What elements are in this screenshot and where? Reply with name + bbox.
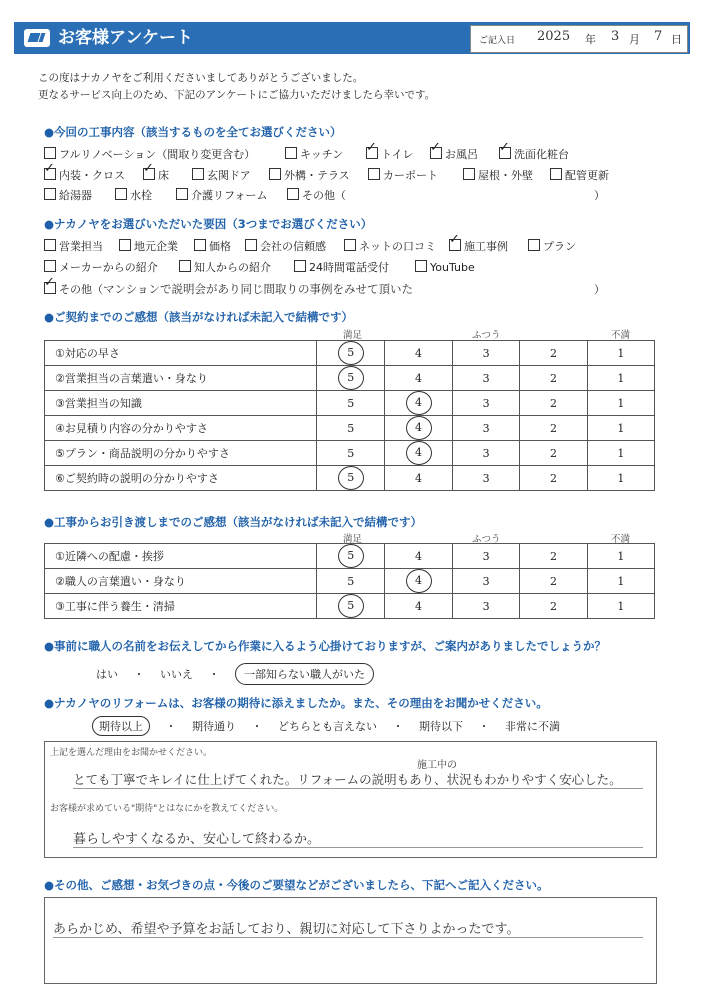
rating-option-3[interactable]: 3: [452, 594, 519, 619]
rating-option-1[interactable]: 1: [587, 341, 654, 366]
rating-option-2[interactable]: 2: [520, 416, 587, 441]
notice-option[interactable]: いいえ: [160, 668, 193, 681]
section-notice-title: ●事前に職人の名前をお伝えしてから作業に入るよう心掛けておりますが、ご案内がありましたでしょうか？: [44, 639, 607, 653]
reason-option-label: プラン: [543, 240, 576, 253]
rating-option-3[interactable]: 3: [452, 391, 519, 416]
rating-option-4[interactable]: 4: [385, 544, 453, 569]
reason-text: とても丁寧でキレイに仕上げてくれた。リフォームの説明もあり、状況もわかりやすく安心した。: [73, 770, 643, 789]
work-option-label: トイレ: [381, 148, 414, 161]
work-checkbox-checked[interactable]: [366, 147, 378, 159]
rating-option-4-selected[interactable]: 4: [385, 391, 453, 416]
reason-option-label: 知人からの紹介: [194, 261, 271, 274]
rating-option-2[interactable]: 2: [520, 569, 587, 594]
rating-row: [45, 341, 655, 366]
rating-item-label: ③営業担当の知識: [45, 391, 317, 416]
expectation-option[interactable]: どちらとも言えない: [278, 720, 377, 733]
rating-option-3[interactable]: 3: [452, 441, 519, 466]
work-option-label: 介護リフォーム: [191, 189, 268, 202]
rating-item-label: ②営業担当の言葉遣い・身なり: [45, 366, 317, 391]
rating-item-label: ①対応の早さ: [45, 341, 317, 366]
rating-option-2[interactable]: 2: [520, 544, 587, 569]
separator: ・: [165, 720, 177, 733]
reason-row-1: [44, 238, 585, 254]
work-other-close: ）: [594, 189, 605, 202]
intro-line-1: この度はナカノヤをご利用くださいましてありがとうございました。: [38, 72, 364, 84]
intro-line-2: 更なるサービス向上のため、下記のアンケートにご協力いただけましたら幸いです。: [38, 89, 436, 101]
reason-option-label: 地元企業: [134, 240, 178, 253]
rating-option-3[interactable]: 3: [452, 466, 519, 491]
rating-row: [45, 569, 655, 594]
rating-option-1[interactable]: 1: [587, 416, 654, 441]
rating-row: [45, 466, 655, 491]
rating-option-3[interactable]: 3: [452, 366, 519, 391]
rating-option-2[interactable]: 2: [520, 391, 587, 416]
rating-option-1[interactable]: 1: [587, 569, 654, 594]
expectation-reason-box[interactable]: [44, 741, 657, 858]
work-option-label: キッチン: [300, 148, 344, 161]
rating-item-label: ⑥ご契約時の説明の分かりやすさ: [45, 466, 317, 491]
rating-option-1[interactable]: 1: [587, 466, 654, 491]
rating-item-label: ①近隣への配慮・挨拶: [45, 544, 317, 569]
rating-row: [45, 544, 655, 569]
reason-checkbox[interactable]: [119, 239, 131, 251]
date-day: 7: [654, 29, 663, 44]
reason-checkbox[interactable]: [245, 239, 257, 251]
rating-option-1[interactable]: 1: [587, 594, 654, 619]
construction-rating-table: [44, 543, 655, 619]
rating-row: [45, 366, 655, 391]
rating-option-2[interactable]: 2: [520, 341, 587, 366]
reason-checkbox[interactable]: [44, 260, 56, 272]
rating-option-4[interactable]: 4: [385, 341, 453, 366]
date-field[interactable]: [470, 25, 688, 53]
work-option-label: その他（: [302, 189, 346, 202]
reason-option-label: メーカーからの紹介: [59, 261, 158, 274]
section-expectation-title: ●ナカノヤのリフォームは、お客様の期待に添えましたか。また、その理由をお聞かせください。: [44, 696, 548, 710]
scale-low-label: 不満: [611, 534, 631, 545]
work-checkbox-checked[interactable]: [430, 147, 442, 159]
reason-other-label: その他（: [59, 283, 103, 296]
date-year: 2025: [537, 29, 571, 44]
rating-option-5-selected[interactable]: 5: [317, 594, 385, 619]
separator: ・: [208, 668, 220, 681]
rating-option-4[interactable]: 4: [385, 594, 453, 619]
work-row-2: [44, 167, 618, 183]
work-checkbox-checked[interactable]: [44, 168, 56, 180]
work-option-label: 床: [158, 169, 169, 182]
scale-mid-label: ふつう: [472, 534, 501, 545]
reason-option-label: 営業担当: [59, 240, 103, 253]
rating-option-2[interactable]: 2: [520, 594, 587, 619]
reason-checkbox[interactable]: [528, 239, 540, 251]
expectation-option[interactable]: 期待通り: [192, 720, 236, 733]
reason-checkbox[interactable]: [44, 239, 56, 251]
work-option-label: 外構・テラス: [284, 169, 350, 182]
month-unit: 月: [629, 33, 640, 46]
rating-row: [45, 416, 655, 441]
separator: ・: [133, 668, 145, 681]
expectation-text: 暮らしやすくなるか、安心して終わるか。: [73, 828, 643, 848]
reason-checkbox[interactable]: [294, 260, 306, 272]
rating-item-label: ②職人の言葉遣い・身なり: [45, 569, 317, 594]
scale-high-label: 満足: [343, 534, 363, 545]
separator: ・: [251, 720, 263, 733]
work-option-label: 配管更新: [565, 169, 609, 182]
rating-option-5[interactable]: 5: [317, 441, 385, 466]
day-unit: 日: [671, 33, 682, 46]
rating-option-5[interactable]: 5: [317, 391, 385, 416]
rating-option-1[interactable]: 1: [587, 544, 654, 569]
reason-row-3: [44, 281, 604, 297]
work-option-label: 洗面化粧台: [514, 148, 569, 161]
expectation-options: [92, 716, 560, 736]
rating-option-2[interactable]: 2: [520, 441, 587, 466]
contract-rating-table: [44, 340, 655, 491]
scale-mid-label: ふつう: [472, 330, 501, 341]
comments-text: あらかじめ、希望や予算をお話しており、親切に対応して下さりよかったです。: [53, 918, 643, 938]
separator: ・: [392, 720, 404, 733]
comments-box[interactable]: [44, 897, 657, 984]
reason-checkbox[interactable]: [179, 260, 191, 272]
rating-option-5[interactable]: 5: [317, 416, 385, 441]
reason-option-label: 24時間電話受付: [309, 261, 389, 274]
rating-option-3[interactable]: 3: [452, 416, 519, 441]
form-title: お客様アンケート: [58, 28, 193, 48]
notice-option[interactable]: はい: [96, 668, 118, 681]
reason-option-label: ネットの口コミ: [359, 240, 436, 253]
rating-row: [45, 391, 655, 416]
rating-option-5-selected[interactable]: 5: [317, 466, 385, 491]
work-option-label: 内装・クロス: [59, 169, 125, 182]
work-checkbox[interactable]: [44, 188, 56, 200]
work-checkbox-checked[interactable]: [499, 147, 511, 159]
expectation-option[interactable]: 期待以下: [419, 720, 463, 733]
rating-option-5-selected[interactable]: 5: [317, 366, 385, 391]
rating-item-label: ④お見積り内容の分かりやすさ: [45, 416, 317, 441]
year-unit: 年: [585, 33, 596, 46]
rating-option-5[interactable]: 5: [317, 569, 385, 594]
work-checkbox[interactable]: [463, 168, 475, 180]
reason-other-close: ）: [594, 283, 605, 296]
work-option-label: 屋根・外壁: [478, 169, 533, 182]
work-checkbox-checked[interactable]: [143, 168, 155, 180]
rating-option-1[interactable]: 1: [587, 441, 654, 466]
work-checkbox[interactable]: [550, 168, 562, 180]
work-row-3: [44, 187, 604, 203]
reason-prompt: 上記を選んだ理由をお聞かせください。: [50, 748, 213, 758]
reason-option-label: 施工事例: [464, 240, 508, 253]
date-month: 3: [611, 29, 620, 44]
nakanoya-logo-icon: [24, 29, 50, 47]
work-checkbox[interactable]: [192, 168, 204, 180]
reason-option-label: 価格: [209, 240, 231, 253]
reason-option-label: YouTube: [430, 261, 475, 274]
expectation-prompt: お客様が求めている"期待"とはなにかを教えてください。: [50, 804, 284, 814]
section-reason-title: ●ナカノヤをお選びいただいた要因（3つまでお選びください）: [44, 217, 373, 231]
rating-option-4-selected[interactable]: 4: [385, 416, 453, 441]
reason-other-text[interactable]: マンションで説明会があり同じ間取りの事例をみせて頂いた: [103, 282, 413, 296]
rating-option-4[interactable]: 4: [385, 366, 453, 391]
reason-checkbox[interactable]: [344, 239, 356, 251]
work-checkbox[interactable]: [287, 188, 299, 200]
reason-insert-text: 施工中の: [417, 760, 457, 771]
rating-option-2[interactable]: 2: [520, 466, 587, 491]
reason-checkbox[interactable]: [415, 260, 427, 272]
expectation-option[interactable]: 非常に不満: [505, 720, 560, 733]
reason-option-label: 会社の信頼感: [260, 240, 326, 253]
work-checkbox[interactable]: [44, 147, 56, 159]
work-checkbox[interactable]: [368, 168, 380, 180]
rating-option-1[interactable]: 1: [587, 366, 654, 391]
work-checkbox[interactable]: [285, 147, 297, 159]
reason-checkbox-checked[interactable]: [44, 282, 56, 294]
notice-options: [96, 663, 374, 685]
form-header: [14, 22, 690, 54]
notice-option-selected[interactable]: 一部知らない職人がいた: [235, 663, 374, 685]
scale-low-label: 不満: [611, 330, 631, 341]
section-work-title: ●今回の工事内容（該当するものを全てお選びください）: [44, 125, 342, 139]
expectation-option-selected[interactable]: 期待以上: [92, 716, 150, 736]
reason-row-2: [44, 259, 484, 275]
scale-high-label: 満足: [343, 330, 363, 341]
work-option-label: 玄関ドア: [207, 169, 251, 182]
rating-option-4[interactable]: 4: [385, 466, 453, 491]
rating-item-label: ⑤プラン・商品説明の分かりやすさ: [45, 441, 317, 466]
work-option-label: お風呂: [445, 148, 478, 161]
rating-row: [45, 594, 655, 619]
date-label: ご記入日: [479, 36, 516, 46]
work-option-label: 給湯器: [59, 189, 92, 202]
work-checkbox[interactable]: [269, 168, 281, 180]
rating-item-label: ③工事に伴う養生・清掃: [45, 594, 317, 619]
section-construction-title: ●工事からお引き渡しまでのご感想（該当がなければ未記入で結構です）: [44, 515, 423, 529]
work-checkbox[interactable]: [115, 188, 127, 200]
section-comments-title: ●その他、ご感想・お気づきの点・今後のご要望などがございましたら、下記へご記入ください。: [44, 878, 549, 892]
rating-option-4-selected[interactable]: 4: [385, 441, 453, 466]
rating-option-2[interactable]: 2: [520, 366, 587, 391]
reason-checkbox-checked[interactable]: [449, 239, 461, 251]
separator: ・: [478, 720, 490, 733]
work-option-label: フルリノベーション（間取り変更含む）: [59, 148, 256, 161]
rating-option-3[interactable]: 3: [452, 544, 519, 569]
rating-option-1[interactable]: 1: [587, 391, 654, 416]
rating-option-4-selected[interactable]: 4: [385, 569, 453, 594]
rating-row: [45, 441, 655, 466]
work-row-1: [44, 146, 578, 162]
rating-option-5-selected[interactable]: 5: [317, 341, 385, 366]
work-option-label: カーポート: [383, 169, 438, 182]
rating-option-5-selected[interactable]: 5: [317, 544, 385, 569]
reason-checkbox[interactable]: [194, 239, 206, 251]
rating-option-3[interactable]: 3: [452, 569, 519, 594]
work-option-label: 水栓: [130, 189, 152, 202]
work-checkbox[interactable]: [176, 188, 188, 200]
section-contract-title: ●ご契約までのご感想（該当がなければ未記入で結構です）: [44, 310, 354, 324]
rating-option-3[interactable]: 3: [452, 341, 519, 366]
